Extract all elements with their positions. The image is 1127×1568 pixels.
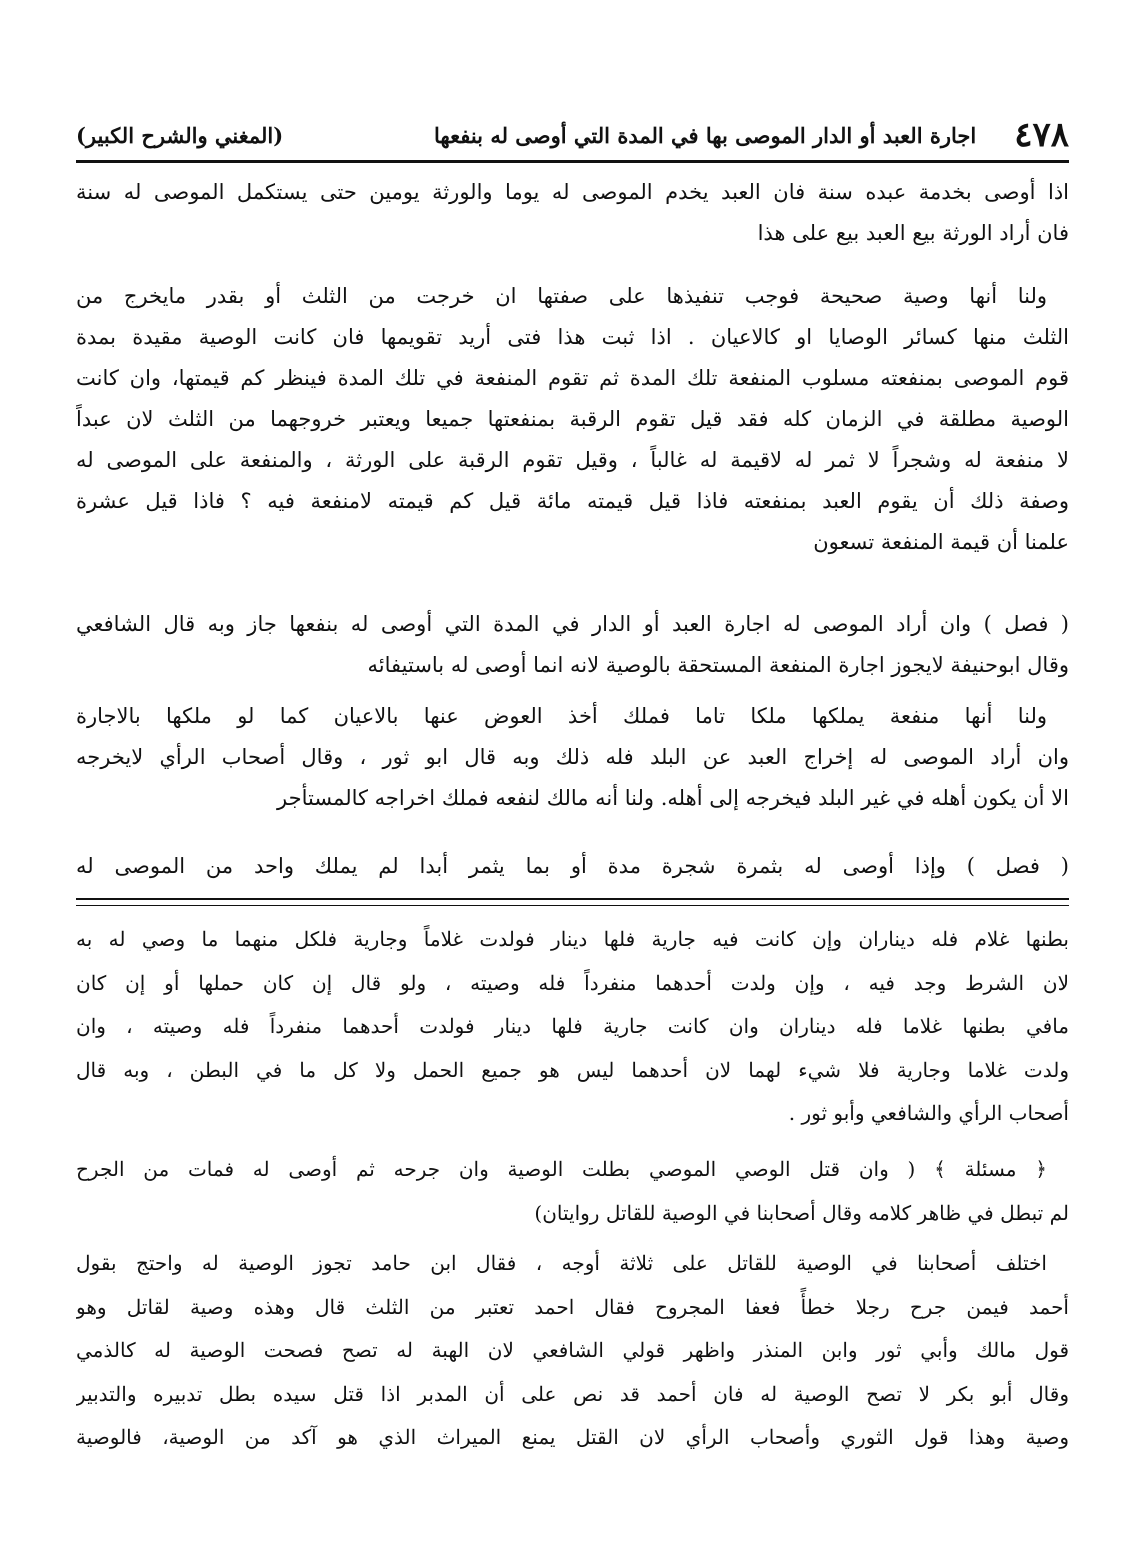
text-line: أصحاب الرأي والشافعي وأبو ثور . <box>788 1101 1069 1125</box>
text-line: وصفة ذلك أن يقوم العبد بمنفعته فاذا قيل قيمته مائة قيل كم قيمته لامنفعة فيه ؟ فاذا قيل عشرة <box>76 489 1069 513</box>
text-line: بطنها غلام فله ديناران وإن كانت فيه جارية فلها دينار فولدت غلاماً وجارية فلكل منهما ما وصي له به <box>76 927 1069 951</box>
footnote-paragraph-3 <box>76 1242 1069 1460</box>
text-line: ولدت غلاما وجارية فلا شيء لهما لان أحدهما ليس هو جميع الحمل ولا كل ما في البطن ، وبه قال <box>76 1057 1069 1082</box>
text-line: ولنا أنها منفعة يملكها ملكا تاما فملك أخذ العوض عنها بالاعيان كما لو ملكها بالاجارة <box>76 704 1047 728</box>
text-line: مافي بطنها غلاما فله ديناران وان كانت جارية فلها دينار فولدت أحدهما منفرداً فله وصيته ، وان <box>76 1014 1069 1038</box>
text-line: لا منفعة له وشجراً لا ثمر له لاقيمة له غالباً ، وقيل تقوم الرقبة على الورثة ، والمنفعة على الموصى له <box>76 448 1069 472</box>
text-line: الا أن يكون أهله في غير البلد فيخرجه إلى أهله. ولنا أنه مالك لنفعه فملك اخراجه كالمستأجر <box>277 786 1069 810</box>
text-line: الثلث منها كسائر الوصايا او كالاعيان . اذا ثبت هذا فتى أريد تقويمها فان كانت الوصية مقيدة بمدة <box>76 325 1069 349</box>
footnote-paragraph-1 <box>76 918 1069 1136</box>
text-line: لم تبطل في ظاهر كلامه وقال أصحابنا في الوصية للقاتل روايتان) <box>534 1200 1069 1225</box>
text-line: وان أراد الموصى له إخراج العبد عن البلد فله ذلك وبه قال ابو ثور ، وقال أصحاب الرأي لايخرجه <box>76 745 1069 769</box>
text-line: ﴿ مسئلة ﴾ ( وان قتل الوصي الموصي بطلت الوصية وان جرحه ثم أوصى له فمات من الجرح <box>76 1157 1047 1181</box>
text-line: ولنا أنها وصية صحيحة فوجب تنفيذها على صفتها ان خرجت من الثلث أو بقدر مايخرج من <box>76 284 1047 308</box>
main-paragraph-4 <box>76 696 1069 819</box>
text-line: فان أراد الورثة بيع العبد بيع على هذا <box>757 221 1069 245</box>
page-number: ٤٧٨ <box>1014 115 1069 155</box>
text-line: علمنا أن قيمة المنفعة تسعون <box>813 530 1069 554</box>
text-line: اختلف أصحابنا في الوصية للقاتل على ثلاثة أوجه ، فقال ابن حامد تجوز الوصية له واحتج بقول <box>76 1251 1047 1275</box>
footnote-paragraph-2 <box>76 1148 1069 1235</box>
text-line: وقال ابوحنيفة لايجوز اجارة المنفعة المستحقة بالوصية لانه انما أوصى له باستيفائه <box>367 653 1069 677</box>
main-paragraph-2 <box>76 276 1069 563</box>
text-line: وصية وهذا قول الثوري وأصحاب الرأي لان القتل يمنع الميراث الذي هو آكد من الوصية، فالوصية <box>76 1425 1069 1449</box>
text-line: لان الشرط وجد فيه ، وإن ولدت أحدهما منفرداً فله وصيته ، ولو قال إن كان حملها أو إن كان <box>76 970 1069 995</box>
main-paragraph-1 <box>76 172 1069 254</box>
book-title: (المغني والشرح الكبير) <box>76 122 284 148</box>
main-paragraph-3 <box>76 604 1069 686</box>
text-line: ( فصل ) وان أراد الموصى له اجارة العبد أو الدار في المدة التي أوصى له بنفعها جاز وبه قال الشافعي <box>76 612 1069 636</box>
text-line: ( فصل ) وإذا أوصى له بثمرة شجرة مدة أو بما يثمر أبدا لم يملك واحد من الموصى له <box>76 854 1069 878</box>
text-line: أحمد فيمن جرح رجلا خطأً فعفا المجروح فقال احمد تعتبر من الثلث قال وهذه وصية لقاتل وهو <box>76 1294 1069 1319</box>
running-title: اجارة العبد أو الدار الموصى بها في المدة التي أوصى له بنفعها <box>434 122 977 148</box>
text-line: قول مالك وأبي ثور وابن المنذر واظهر قولي الشافعي لان الهبة له تصح فصحت الوصية له كالذمي <box>76 1338 1069 1362</box>
text-line: قوم الموصى بمنفعته مسلوب المنفعة تلك المدة ثم تقوم المنفعة في تلك المدة فينظر كم قيمتها، وان كانت <box>76 366 1069 390</box>
text-line: وقال أبو بكر لا تصح الوصية له فان أحمد قد نص على أن المدبر اذا قتل سيده بطل تدبيره والتدبير <box>76 1381 1069 1406</box>
text-line: اذا أوصى بخدمة عبده سنة فان العبد يخدم الموصى له يوما والورثة يومين حتى يستكمل الموصى له سنة <box>76 180 1069 204</box>
header-rule <box>76 160 1069 163</box>
footnote-rule <box>76 898 1069 906</box>
text-line: الوصية مطلقة في الزمان كله فقد قيل تقوم الرقبة بمنفعتها جميعا ويعتبر خروجهما من الثلث لان عبداً <box>76 407 1069 431</box>
main-paragraph-5 <box>76 846 1069 887</box>
page-header <box>76 112 1069 158</box>
